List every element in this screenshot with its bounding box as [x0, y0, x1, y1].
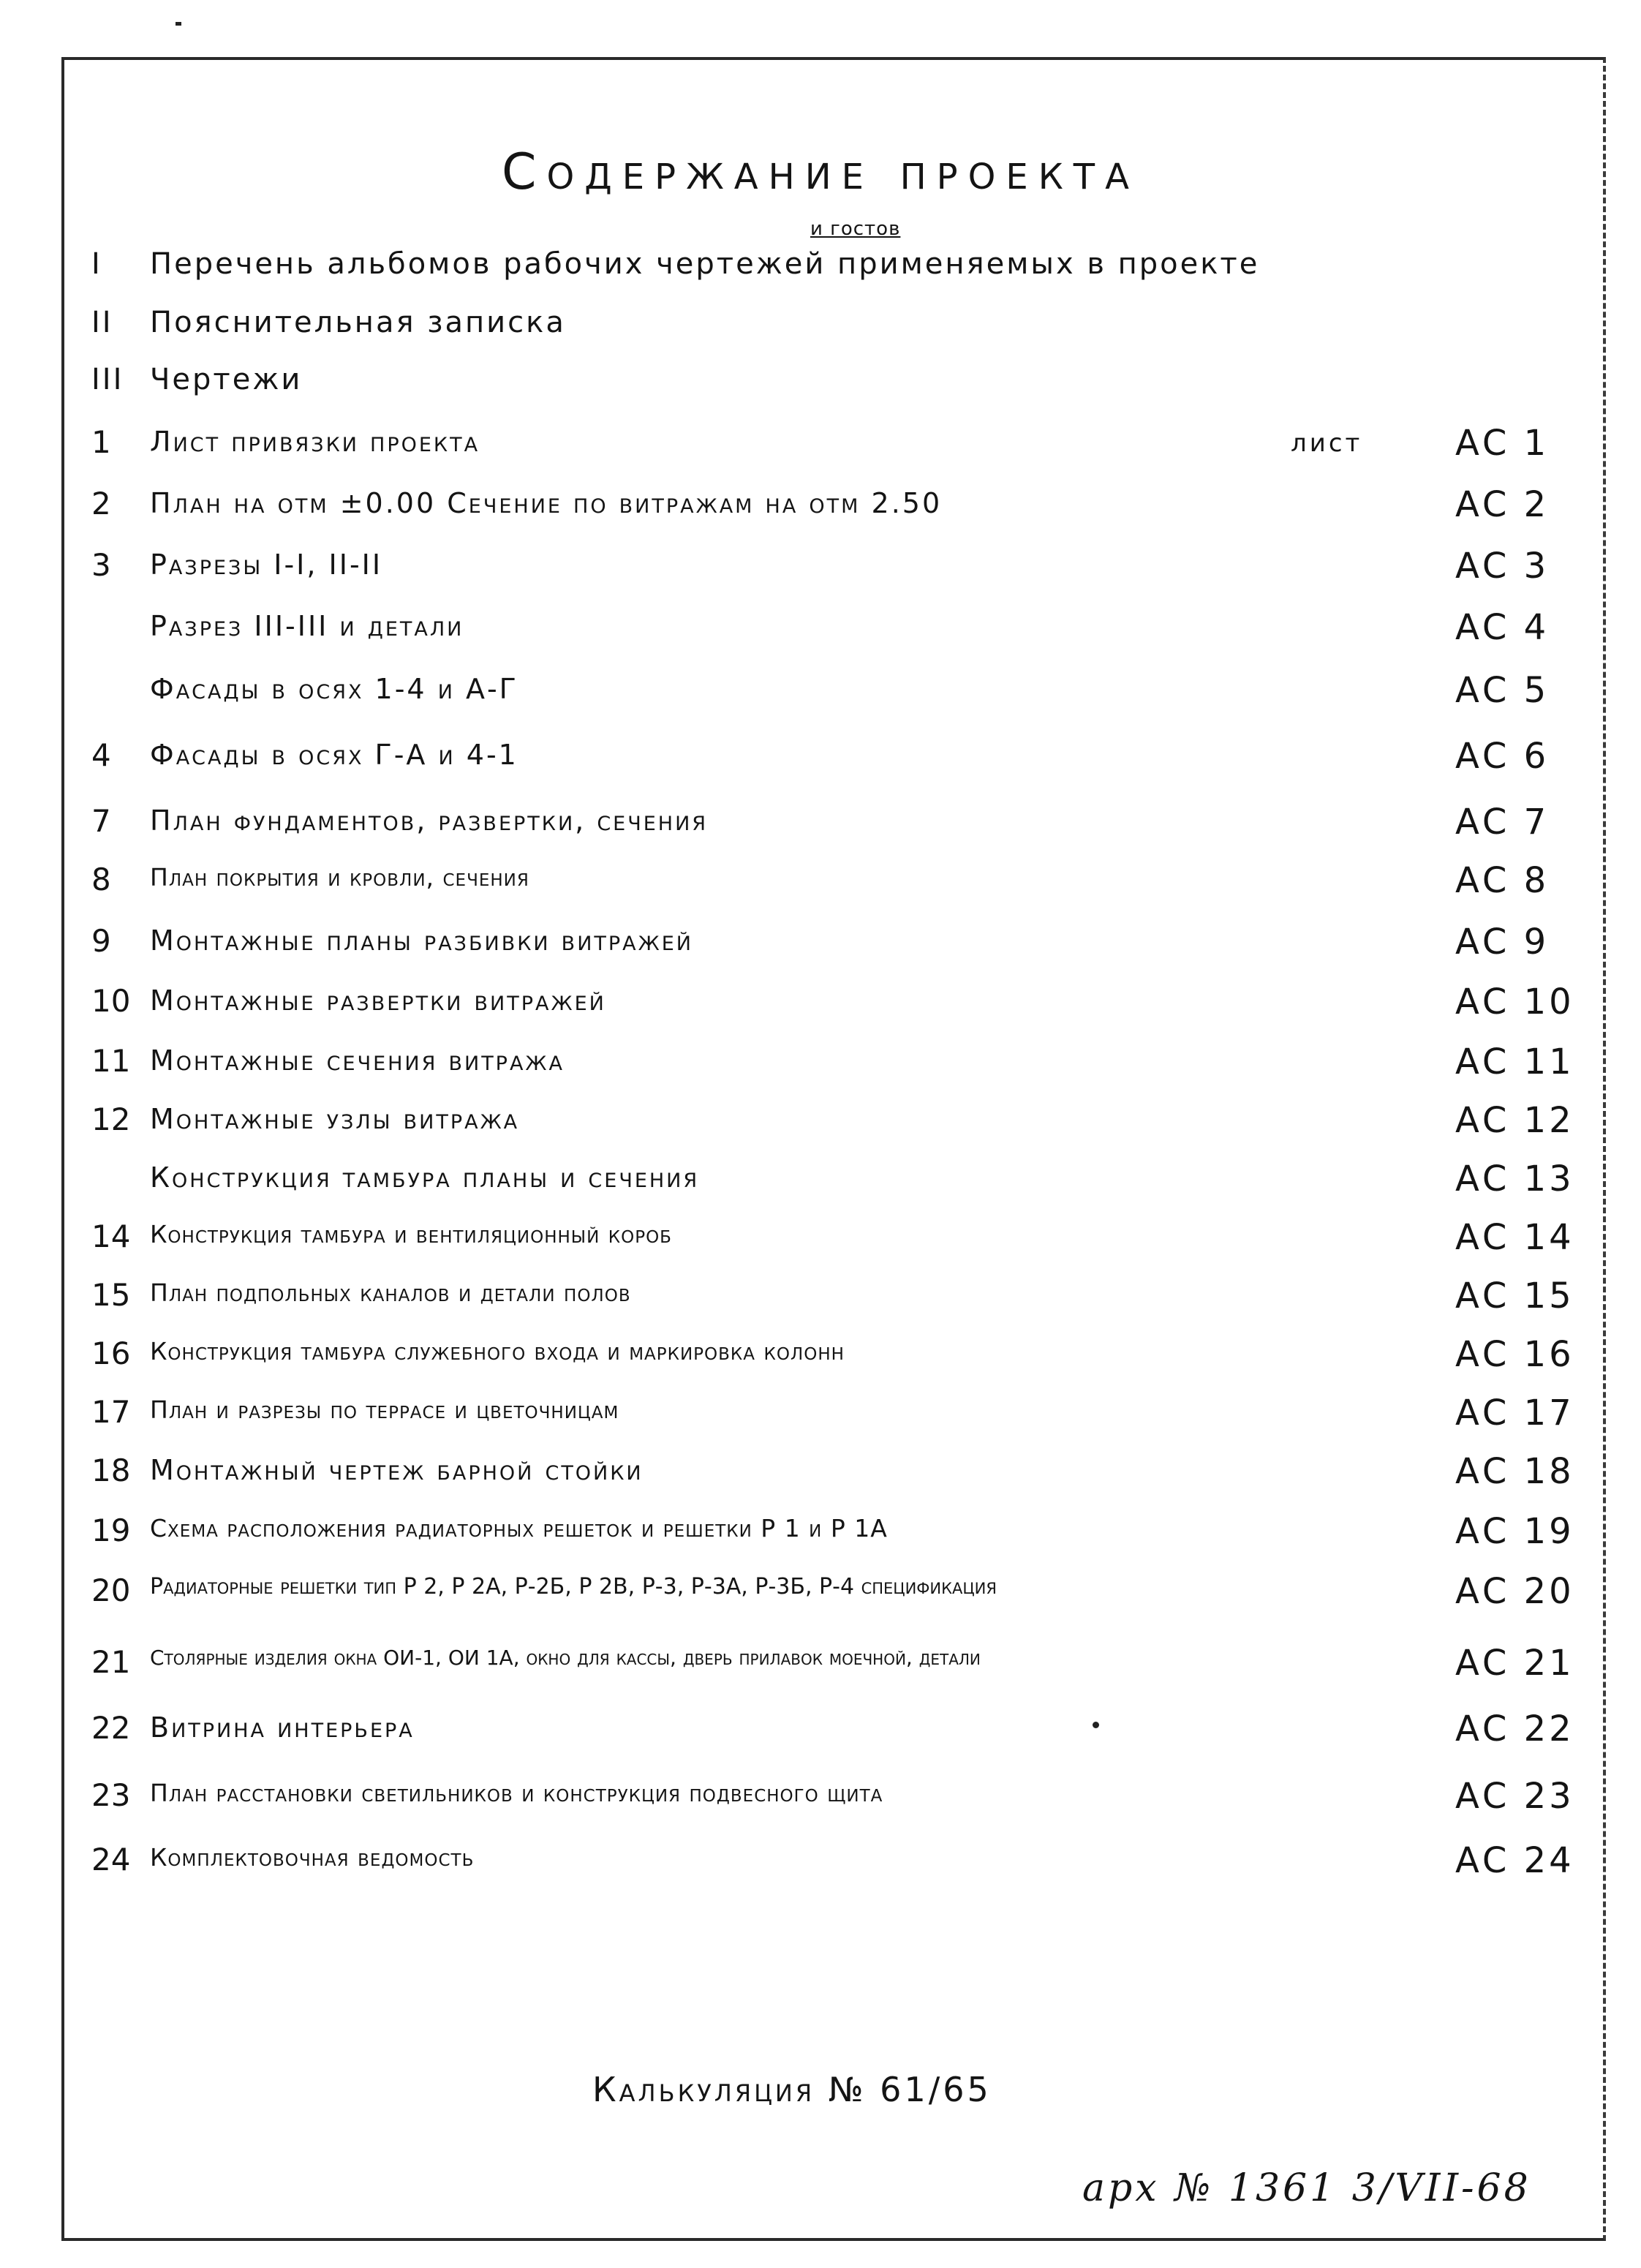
sheet-code: АС 6: [1455, 736, 1550, 777]
row-number: 8: [91, 862, 111, 897]
section-number: I: [91, 247, 102, 281]
row-text: Монтажные развертки витражей: [150, 984, 606, 1017]
row-text: Монтажные узлы витража: [150, 1103, 520, 1135]
row-text: План и разрезы по террасе и цветочницам: [150, 1395, 619, 1424]
row-text: Витрина интерьера: [150, 1711, 415, 1744]
row-number: 10: [91, 983, 131, 1019]
sheet-code: АС 21: [1455, 1643, 1574, 1684]
sheet-code: АС 23: [1455, 1776, 1574, 1817]
row-text: Радиаторные решетки тип Р 2, Р 2А, Р-2Б, Р 2В, Р-3, Р-3А, Р-3Б, Р-4 спецификация: [150, 1574, 997, 1600]
sheet-code: АС 24: [1455, 1840, 1574, 1881]
row-number: 16: [91, 1335, 131, 1371]
row-text: Разрезы I-I, II-II: [150, 549, 383, 581]
row-text: Столярные изделия окна ОИ-1, ОИ 1А, окно для кассы, дверь прилавок моечной, детали: [150, 1646, 981, 1670]
content-row-9: [91, 917, 1569, 968]
row-number: 23: [91, 1777, 131, 1813]
row-number: 9: [91, 923, 111, 959]
content-row-15: [91, 1271, 1574, 1322]
section-text: Перечень альбомов рабочих чертежей применяемых в проекте: [150, 247, 1260, 281]
content-row-20: [91, 1567, 1574, 1618]
sheet-code: АС 8: [1455, 860, 1550, 901]
section-1: [91, 247, 1259, 281]
content-row-12: [91, 1096, 1574, 1147]
row-text: Комплектовочная ведомость: [150, 1843, 475, 1872]
row-number: 19: [91, 1512, 131, 1548]
row-number: 2: [91, 486, 111, 521]
row-text: Монтажные планы разбивки витражей: [150, 924, 693, 957]
row-number: 14: [91, 1218, 131, 1254]
document-title: Содержание проекта: [502, 143, 1139, 201]
section-note: и гостов: [810, 218, 901, 240]
content-row-16: [91, 1330, 1574, 1381]
row-number: 18: [91, 1453, 131, 1488]
row-number: 12: [91, 1101, 131, 1137]
content-row-8: [91, 856, 1569, 907]
row-text: Монтажные сечения витража: [150, 1044, 565, 1077]
top-mark: [176, 22, 181, 26]
content-row-2: [91, 480, 1569, 531]
row-text: Конструкция тамбура служебного входа и маркировка колонн: [150, 1337, 845, 1365]
row-number: 24: [91, 1842, 131, 1877]
row-number: 17: [91, 1394, 131, 1430]
sheet-code: АС 19: [1455, 1511, 1574, 1552]
row-text: Монтажный чертеж барной стойки: [150, 1454, 644, 1486]
row-number: 7: [91, 803, 111, 839]
content-row-11: [91, 1037, 1574, 1088]
content-row-10: [91, 977, 1574, 1028]
content-row-1: [91, 418, 1569, 470]
row-number: 11: [91, 1043, 131, 1079]
content-row-14: [91, 1213, 1574, 1264]
row-number: 20: [91, 1572, 131, 1608]
sheet-code: АС 14: [1455, 1217, 1574, 1258]
sheet-code: АС 11: [1455, 1041, 1574, 1082]
sheet-code: АС 22: [1455, 1708, 1574, 1749]
sheet-code: АС 16: [1455, 1334, 1574, 1375]
row-number: 22: [91, 1710, 131, 1746]
content-row-5: [91, 666, 1569, 717]
row-number: 15: [91, 1277, 131, 1313]
section-number: III: [91, 363, 124, 396]
row-text: Схема расположения радиаторных решеток и решетки Р 1 и Р 1А: [150, 1514, 888, 1542]
sheet-code: АС 3: [1455, 546, 1550, 587]
content-row-4: [91, 603, 1569, 654]
content-row-17: [91, 1388, 1574, 1439]
row-text: Лист привязки проекта: [150, 426, 480, 458]
row-text: План расстановки светильников и конструкция подвесного щита: [150, 1779, 883, 1807]
sheet-code: АС 4: [1455, 607, 1550, 648]
row-text: План покрытия и кровли, сечения: [150, 863, 529, 892]
row-number: 21: [91, 1644, 131, 1680]
section-text: Чертежи: [150, 363, 303, 396]
row-number: 3: [91, 547, 111, 583]
section-3: [91, 363, 302, 396]
row-text: Фасады в осях Г-А и 4-1: [150, 739, 518, 771]
content-row-3: [91, 541, 1569, 592]
content-row-21: [91, 1638, 1574, 1689]
row-number: 4: [91, 737, 111, 773]
calculation-number: Калькуляция № 61/65: [592, 2070, 992, 2109]
content-row-23: [91, 1771, 1574, 1823]
content-row-24: [91, 1836, 1574, 1887]
content-row-13: [91, 1154, 1574, 1205]
section-number: II: [91, 306, 113, 339]
row-text: Конструкция тамбура планы и сечения: [150, 1161, 700, 1194]
sheet-code: АС 13: [1455, 1159, 1574, 1199]
content-row-18: [91, 1447, 1574, 1498]
content-row-19: [91, 1507, 1574, 1558]
sheet-code: АС 5: [1455, 670, 1550, 711]
content-row-22: [91, 1704, 1574, 1755]
row-text: План на отм ±0.00 Сечение по витражам на отм 2.50: [150, 487, 943, 519]
sheet-code: АС 17: [1455, 1393, 1574, 1433]
row-number: 1: [91, 424, 111, 460]
sheet-code: АС 7: [1455, 802, 1550, 843]
row-text: План подпольных каналов и детали полов: [150, 1278, 631, 1307]
content-row-7: [91, 797, 1569, 848]
sheet-code: АС 12: [1455, 1100, 1574, 1141]
row-text: Конструкция тамбура и вентиляционный короб: [150, 1220, 672, 1248]
sheet-code: АС 10: [1455, 982, 1574, 1022]
section-text: Пояснительная записка: [150, 306, 566, 339]
sheet-code: АС 1: [1455, 423, 1550, 464]
row-text: План фундаментов, развертки, сечения: [150, 805, 709, 837]
section-2: [91, 306, 566, 339]
row-text: Фасады в осях 1-4 и А-Г: [150, 673, 518, 705]
sheet-code: АС 9: [1455, 922, 1550, 962]
archive-mark: арх № 1361 3/VII-68: [1082, 2166, 1531, 2210]
sheet-code: АС 18: [1455, 1451, 1574, 1492]
list-label: лист: [1291, 429, 1363, 458]
sheet-code: АС 20: [1455, 1571, 1574, 1612]
sheet-code: АС 2: [1455, 484, 1550, 525]
ink-dot: [1093, 1722, 1099, 1728]
content-row-6: [91, 731, 1569, 783]
sheet-code: АС 15: [1455, 1276, 1574, 1316]
row-text: Разрез III-III и детали: [150, 610, 464, 642]
